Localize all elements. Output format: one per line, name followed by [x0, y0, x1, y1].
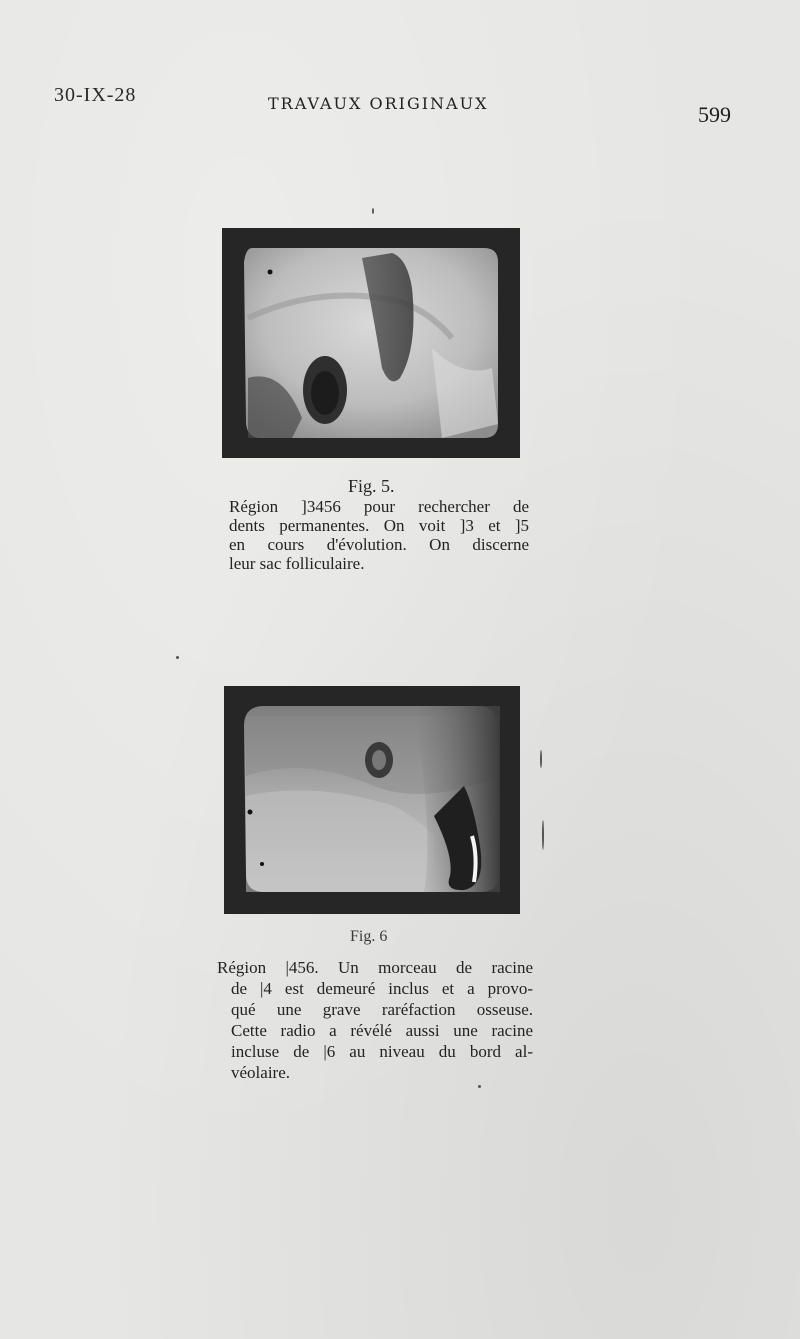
paper-speck: [540, 750, 542, 768]
figure-6-caption: [217, 957, 533, 1083]
caption-line: en cours d'évolution. On discerne: [229, 535, 529, 554]
radiograph-fig5: [222, 228, 520, 458]
figure-6-label: Fig. 6: [350, 928, 388, 945]
paper-speck: [372, 208, 374, 214]
caption-line: Cette radio a révélé aussi une racine: [231, 1021, 533, 1040]
paper-speck: [478, 1085, 481, 1088]
handwritten-date: 30-IX-28: [54, 84, 137, 106]
caption-line: véolaire.: [231, 1063, 290, 1082]
radiograph-fig6: [224, 686, 520, 914]
running-header: TRAVAUX ORIGINAUX: [268, 94, 489, 113]
caption-line: Région ]3456 pour rechercher de: [229, 497, 529, 516]
figure-5-caption: [229, 497, 529, 573]
paper-speck: [542, 820, 544, 850]
page-number: 599: [698, 102, 731, 127]
figure-5-label: Fig. 5.: [348, 476, 395, 496]
caption-line: de |4 est demeuré inclus et a provo-: [231, 979, 533, 998]
paper-speck: [176, 656, 179, 659]
caption-line: qué une grave raréfaction osseuse.: [231, 1000, 533, 1019]
caption-line: dents permanentes. On voit ]3 et ]5: [229, 516, 529, 535]
caption-line: Région |456. Un morceau de racine: [217, 958, 533, 977]
caption-line: leur sac folliculaire.: [229, 554, 365, 573]
caption-line: incluse de |6 au niveau du bord al-: [231, 1042, 533, 1061]
